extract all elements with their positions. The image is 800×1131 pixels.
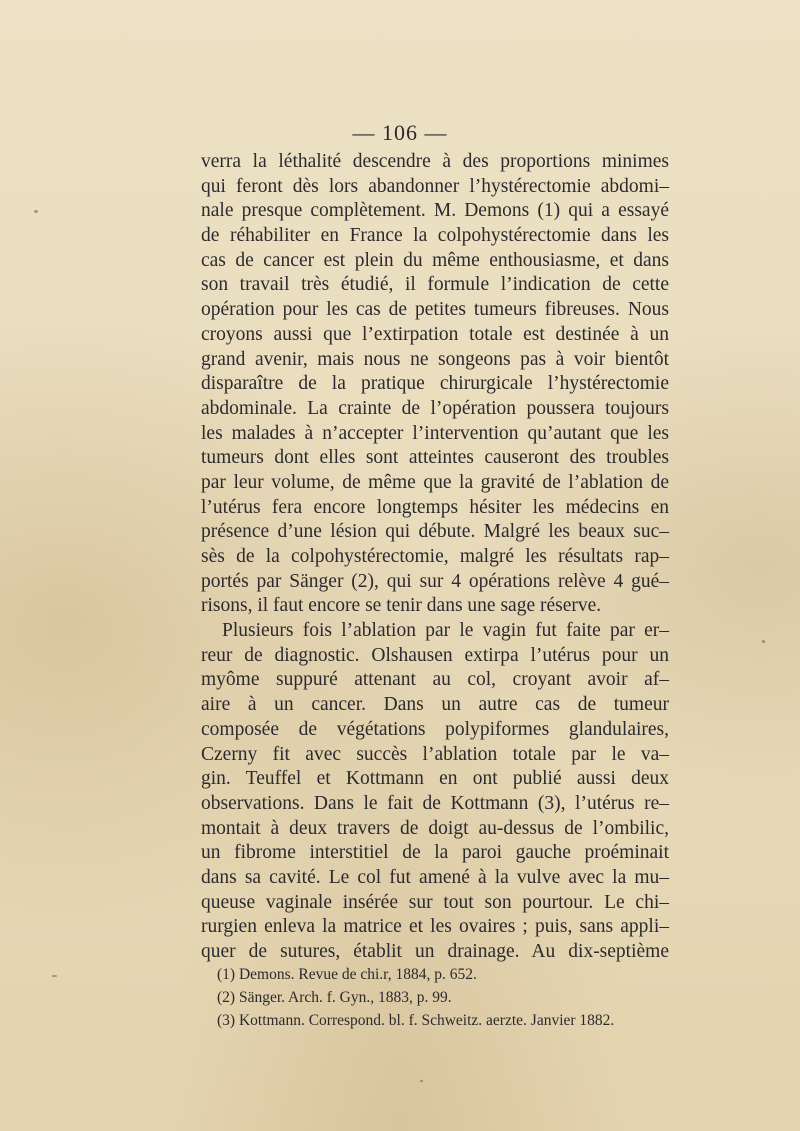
text-line: sès de la colpohystérectomie, malgré les résultats rap– bbox=[201, 546, 669, 567]
text-line: queuse vaginale insérée sur tout son pourtour. Le chi– bbox=[201, 891, 669, 913]
text-line: un fibrome interstitiel de la paroi gauche proéminait bbox=[201, 842, 669, 864]
text-line: gin. Teuffel et Kottmann en ont publié aussi deux bbox=[201, 768, 669, 790]
text-line: portés par Sänger (2), qui sur 4 opérations relève 4 gué– bbox=[201, 570, 669, 592]
paper-speck bbox=[762, 640, 765, 643]
text-line: observations. Dans le fait de Kottmann (3), l’utérus re– bbox=[201, 792, 669, 814]
page-number: — 106 — bbox=[352, 120, 448, 145]
text-line: verra la léthalité descendre à des proportions minimes bbox=[201, 151, 669, 172]
text-line: de réhabiliter en France la colpohystérectomie dans les bbox=[201, 225, 669, 247]
body-text bbox=[201, 150, 669, 965]
paper-speck bbox=[34, 210, 38, 213]
text-line: nale presque complètement. M. Demons (1) qui a essayé bbox=[201, 200, 669, 222]
text-line: grand avenir, mais nous ne songeons pas à voir bientôt bbox=[201, 348, 669, 370]
footnote: (3) Kottmann. Correspond. bl. f. Schweitz. aerzte. Janvier 1882. bbox=[217, 1012, 615, 1029]
text-line: disparaître de la pratique chirurgicale l’hystérectomie bbox=[201, 373, 669, 395]
text-line: tumeurs dont elles sont atteintes causeront des troubles bbox=[201, 447, 669, 469]
text-line: Czerny fit avec succès l’ablation totale par le va– bbox=[201, 743, 669, 765]
paper-speck bbox=[52, 975, 57, 977]
text-line: qui feront dès lors abandonner l’hystérectomie abdomi– bbox=[201, 175, 669, 197]
text-line: reur de diagnostic. Olshausen extirpa l’utérus pour un bbox=[201, 644, 669, 666]
footnote: (2) Sänger. Arch. f. Gyn., 1883, p. 99. bbox=[217, 989, 452, 1006]
text-line: opération pour les cas de petites tumeurs fibreuses. Nous bbox=[201, 299, 669, 321]
text-line: myôme suppuré attenant au col, croyant avoir af– bbox=[201, 669, 669, 691]
text-line: cas de cancer est plein du même enthousiasme, et dans bbox=[201, 249, 669, 271]
paper-speck bbox=[420, 1080, 423, 1082]
text-line: par leur volume, de même que la gravité de l’ablation de bbox=[201, 471, 669, 493]
text-line: présence d’une lésion qui débute. Malgré les beaux suc– bbox=[201, 521, 669, 543]
text-line: dans sa cavité. Le col fut amené à la vulve avec la mu– bbox=[201, 866, 669, 888]
text-line: montait à deux travers de doigt au-dessus de l’ombilic, bbox=[201, 817, 669, 839]
text-line: l’utérus fera encore longtemps hésiter les médecins en bbox=[201, 496, 669, 518]
footnotes bbox=[217, 963, 677, 1032]
paragraph-start-line: Plusieurs fois l’ablation par le vagin fut faite par er– bbox=[222, 620, 669, 642]
footnote: (1) Demons. Revue de chi.r, 1884, p. 652. bbox=[217, 966, 477, 983]
text-line: son travail très étudié, il formule l’indication de cette bbox=[201, 274, 669, 296]
text-line: abdominale. La crainte de l’opération poussera toujours bbox=[201, 397, 669, 419]
text-line: quer de sutures, établit un drainage. Au dix-septième bbox=[201, 941, 669, 962]
text-line: rurgien enleva la matrice et les ovaires ; puis, sans appli– bbox=[201, 916, 669, 938]
text-line: risons, il faut encore se tenir dans une sage réserve. bbox=[201, 595, 602, 617]
text-line: aire à un cancer. Dans un autre cas de tumeur bbox=[201, 694, 669, 716]
text-line: croyons aussi que l’extirpation totale est destinée à un bbox=[201, 323, 669, 345]
text-line: les malades à n’accepter l’intervention qu’autant que les bbox=[201, 422, 669, 444]
text-line: composée de végétations polypiformes glandulaires, bbox=[201, 718, 669, 740]
